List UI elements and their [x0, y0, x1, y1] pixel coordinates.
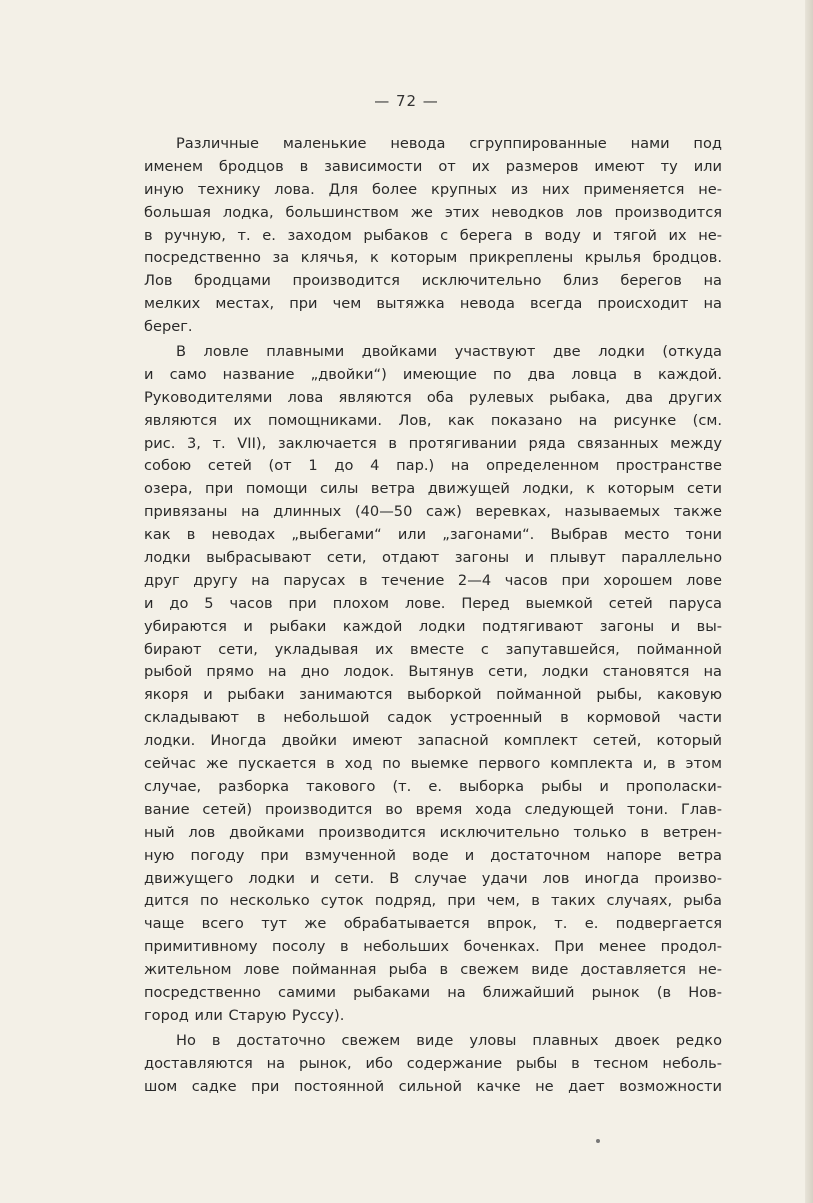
- text-line: чаще всего тут же обрабатывается впрок, т. е. подвергается: [144, 915, 722, 933]
- paragraph-1: [144, 133, 722, 339]
- body-text: [144, 133, 722, 1099]
- page-number: — 72 —: [374, 92, 439, 110]
- text-line: ную погоду при взмученной воде и достаточном напоре ветра: [144, 846, 722, 864]
- text-line: ный лов двойками производится исключительно только в ветрен-: [144, 823, 722, 841]
- text-line: мелких местах, при чем вытяжка невода всегда происходит на: [144, 295, 722, 313]
- text-line: шом садке при постоянной сильной качке не дает возможности: [144, 1077, 722, 1095]
- paper-speck: [596, 1139, 600, 1143]
- text-line: сейчас же пускается в ход по выемке первого комплекта и, в этом: [144, 755, 722, 773]
- page-edge: [805, 0, 813, 1203]
- text-line: Но в достаточно свежем виде уловы плавных двоек редко: [176, 1031, 722, 1049]
- text-line: как в неводах „выбегами“ или „загонами“. Выбрав место тони: [144, 526, 722, 544]
- text-line: Лов бродцами производится исключительно близ берегов на: [144, 272, 722, 290]
- text-line: примитивному посолу в небольших боченках. При менее продол-: [144, 938, 722, 956]
- text-line: посредственно за клячья, к которым прикреплены крылья бродцов.: [144, 249, 722, 267]
- text-line: складывают в небольшой садок устроенный в кормовой части: [144, 709, 722, 727]
- text-line: движущего лодки и сети. В случае удачи лов иногда произво-: [144, 869, 722, 887]
- text-line: доставляются на рынок, ибо содержание рыбы в тесном неболь-: [144, 1054, 722, 1072]
- text-line: собою сетей (от 1 до 4 пар.) на определенном пространстве: [144, 457, 722, 475]
- text-line: дится по несколько суток подряд, при чем, в таких случаях, рыба: [144, 892, 722, 910]
- text-line: именем бродцов в зависимости от их размеров имеют ту или: [144, 157, 722, 175]
- text-line: являются их помощниками. Лов, как показано на рисунке (см.: [144, 411, 722, 429]
- text-line: посредственно самими рыбаками на ближайший рынок (в Нов-: [144, 983, 722, 1001]
- text-line: друг другу на парусах в течение 2—4 часов при хорошем лове: [144, 571, 722, 589]
- text-line: убираются и рыбаки каждой лодки подтягивают загоны и вы-: [144, 617, 722, 635]
- text-line: бирают сети, укладывая их вместе с запутавшейся, пойманной: [144, 640, 722, 658]
- text-line: большая лодка, большинством же этих неводков лов производится: [144, 203, 722, 221]
- text-line: вание сетей) производится во время хода следующей тони. Глав-: [144, 800, 722, 818]
- text-line: В ловле плавными двойками участвуют две лодки (откуда: [176, 343, 722, 361]
- text-line: в ручную, т. е. заходом рыбаков с берега в воду и тягой их не-: [144, 226, 722, 244]
- text-line: берег.: [144, 318, 193, 336]
- text-line: случае, разборка такового (т. е. выборка рыбы и прополаски-: [144, 777, 722, 795]
- text-line: город или Старую Руссу).: [144, 1006, 345, 1024]
- text-line: и само название „двойки“) имеющие по два ловца в каждой.: [144, 365, 722, 383]
- text-line: рис. 3, т. VII), заключается в протягивании ряда связанных между: [144, 434, 722, 452]
- text-line: озера, при помощи силы ветра движущей лодки, к которым сети: [144, 480, 722, 498]
- text-line: иную технику лова. Для более крупных из них применяется не-: [144, 180, 722, 198]
- text-line: жительном лове пойманная рыба в свежем виде доставляется не-: [144, 961, 722, 979]
- text-line: Различные маленькие невода сгруппированные нами под: [176, 135, 722, 152]
- text-line: лодки. Иногда двойки имеют запасной комплект сетей, который: [144, 732, 722, 750]
- text-line: Руководителями лова являются оба рулевых рыбака, два других: [144, 388, 722, 406]
- paragraph-3: [144, 1030, 722, 1099]
- text-line: лодки выбрасывают сети, отдают загоны и плывут параллельно: [144, 549, 722, 567]
- paragraph-2: [144, 341, 722, 1028]
- text-line: якоря и рыбаки занимаются выборкой пойманной рыбы, каковую: [144, 686, 722, 704]
- text-line: и до 5 часов при плохом лове. Перед выемкой сетей паруса: [144, 594, 722, 612]
- text-line: рыбой прямо на дно лодок. Вытянув сети, лодки становятся на: [144, 663, 722, 681]
- text-line: привязаны на длинных (40—50 саж) веревках, называемых также: [144, 503, 722, 521]
